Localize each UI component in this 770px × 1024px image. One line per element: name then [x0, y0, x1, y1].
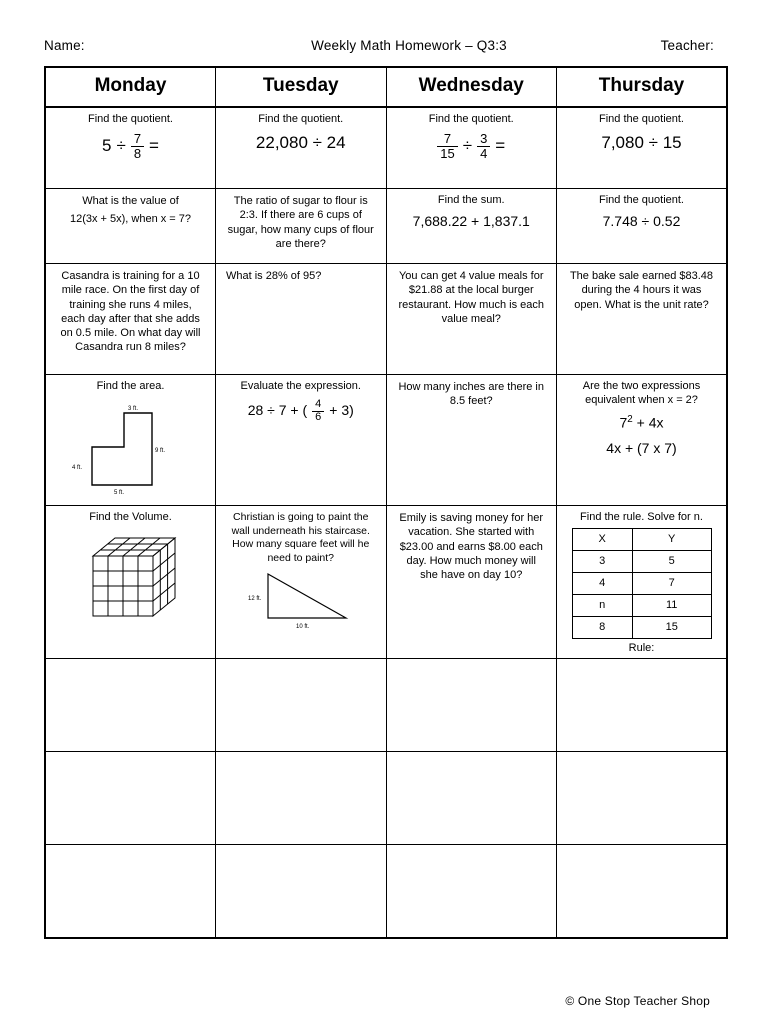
cell-monday-3	[45, 264, 216, 375]
problem-prompt: Find the quotient.	[598, 113, 684, 125]
cell-tuesday-1	[216, 107, 387, 189]
cell-thursday-1	[557, 107, 728, 189]
cell-blank[interactable]	[216, 752, 387, 845]
fraction-numerator: 7	[443, 131, 452, 147]
cell-thursday-2	[557, 189, 728, 264]
cell-monday-1	[45, 107, 216, 189]
page-header	[44, 38, 726, 58]
problem-line-1: What is the value of	[82, 195, 179, 207]
fraction-second	[477, 132, 490, 160]
equals-sign: =	[495, 136, 506, 156]
column-header-monday: Monday	[45, 67, 216, 107]
teacher-label: Teacher:	[660, 38, 714, 53]
cell-tuesday-5	[216, 506, 387, 659]
rule-cell-x: 4	[572, 573, 632, 595]
rule-cell-x: n	[572, 595, 632, 617]
exponent-power: 2	[627, 414, 633, 426]
cell-blank[interactable]	[557, 845, 728, 939]
fraction-denominator: 15	[437, 146, 457, 161]
svg-text:10 ft.: 10 ft.	[295, 623, 310, 630]
expression-two: 4x + (7 x 7)	[606, 439, 677, 456]
rule-cell-y: 7	[632, 573, 711, 595]
cell-wednesday-4	[386, 375, 557, 506]
problem-text: The ratio of sugar to flour is 2:3. If there are 6 cups of sugar, how many cups of flour are there?	[227, 195, 374, 250]
problem-prompt: Are the two expressions equivalent when x = 2?	[582, 380, 701, 407]
table-row	[45, 264, 727, 375]
rule-cell-y: 11	[632, 595, 711, 617]
problem-expression: 7,688.22 + 1,837.1	[412, 213, 530, 230]
problem-text: The bake sale earned $83.48 during the 4 hours it was open. What is the unit rate?	[569, 270, 714, 311]
column-header-thursday: Thursday	[557, 67, 728, 107]
cell-tuesday-2	[216, 189, 387, 264]
cell-monday-2	[45, 189, 216, 264]
rule-table-header-x: X	[572, 529, 632, 551]
l-shape-figure	[50, 397, 211, 502]
problem-text: Casandra is training for a 10 mile race. On the first day of training she runs 4 miles, each day after that she adds on 0.5 mile. On what day will Casandra run 8 miles?	[60, 270, 201, 354]
cell-tuesday-4	[216, 375, 387, 506]
cell-thursday-3	[557, 264, 728, 375]
page-title: Weekly Math Homework – Q3:3	[311, 38, 507, 53]
svg-text:9 ft.: 9 ft.	[154, 448, 165, 455]
column-header-wednesday: Wednesday	[386, 67, 557, 107]
cell-blank[interactable]	[386, 752, 557, 845]
cell-blank[interactable]	[557, 659, 728, 752]
cell-blank[interactable]	[45, 752, 216, 845]
fraction-numerator: 3	[480, 131, 488, 147]
fraction-denominator: 4	[477, 146, 490, 161]
fraction-denominator: 8	[131, 146, 144, 161]
rule-table-row	[572, 551, 711, 573]
rule-cell-x: 8	[572, 617, 632, 639]
expression-right: + 3)	[329, 402, 354, 419]
problem-line-2: 12(3x + 5x), when x = 7?	[69, 213, 192, 226]
table-row-blank	[45, 752, 727, 845]
operator: ÷	[462, 136, 473, 156]
name-label: Name:	[44, 38, 85, 53]
problem-prompt: Find the sum.	[437, 194, 505, 206]
problem-prompt: Find the area.	[96, 380, 165, 392]
copyright-footer: © One Stop Teacher Shop	[565, 994, 710, 1008]
problem-prompt: Find the rule. Solve for n.	[580, 511, 703, 524]
problem-text: Emily is saving money for her vacation. She started with $23.00 and earns $8.00 each day. How much money will she have on day 10?	[399, 512, 544, 582]
rule-table-header-y: Y	[632, 529, 711, 551]
svg-text:12 ft.: 12 ft.	[247, 595, 262, 602]
rule-cell-y: 5	[632, 551, 711, 573]
homework-table	[44, 66, 728, 939]
rule-table-row	[572, 617, 711, 639]
svg-text:4 ft.: 4 ft.	[71, 465, 82, 472]
problem-expression: 7.748 ÷ 0.52	[602, 213, 681, 230]
cell-blank[interactable]	[216, 659, 387, 752]
rule-cell-x: 3	[572, 551, 632, 573]
cell-blank[interactable]	[216, 845, 387, 939]
cube-figure	[50, 528, 211, 628]
problem-expression	[220, 399, 382, 423]
problem-expression: 7,080 ÷ 15	[601, 133, 682, 153]
table-row	[45, 107, 727, 189]
problem-expression	[50, 132, 211, 160]
problem-prompt: Find the quotient.	[258, 113, 344, 125]
cell-wednesday-3	[386, 264, 557, 375]
cell-blank[interactable]	[386, 659, 557, 752]
cell-thursday-5	[557, 506, 728, 659]
cell-wednesday-1	[386, 107, 557, 189]
problem-prompt: Find the quotient.	[428, 113, 514, 125]
exponent-base: 7	[619, 414, 628, 431]
cell-blank[interactable]	[557, 752, 728, 845]
problem-text: What is 28% of 95?	[226, 270, 322, 282]
rule-table	[572, 528, 712, 639]
problem-text: You can get 4 value meals for $21.88 at the local burger restaurant. How much is each value meal?	[398, 270, 544, 325]
rule-table-row	[572, 595, 711, 617]
cell-blank[interactable]	[386, 845, 557, 939]
problem-prompt: Find the Volume.	[89, 511, 172, 524]
cell-thursday-4	[557, 375, 728, 506]
table-row-blank	[45, 845, 727, 939]
table-row	[45, 375, 727, 506]
svg-text:5 ft.: 5 ft.	[113, 490, 124, 497]
cell-wednesday-5	[386, 506, 557, 659]
problem-expression: 22,080 ÷ 24	[255, 133, 346, 153]
cell-tuesday-3	[216, 264, 387, 375]
svg-text:3 ft.: 3 ft.	[127, 406, 138, 413]
operator: ÷	[116, 136, 126, 156]
expression-one	[561, 414, 722, 433]
cell-monday-5	[45, 506, 216, 659]
rule-table-header-row	[572, 529, 711, 551]
fraction-denominator: 6	[312, 411, 324, 424]
rule-cell-y: 15	[632, 617, 711, 639]
triangle-figure	[220, 570, 382, 632]
rule-answer-label: Rule:	[628, 642, 655, 655]
fraction-numerator: 7	[133, 131, 142, 147]
problem-prompt: Evaluate the expression.	[240, 380, 361, 392]
table-row-blank	[45, 659, 727, 752]
fraction	[131, 132, 144, 160]
table-row	[45, 189, 727, 264]
cell-blank[interactable]	[45, 659, 216, 752]
rule-table-row	[572, 573, 711, 595]
cell-monday-4	[45, 375, 216, 506]
fraction-numerator: 4	[315, 398, 322, 411]
cell-blank[interactable]	[45, 845, 216, 939]
column-header-tuesday: Tuesday	[216, 67, 387, 107]
equals-sign: =	[149, 136, 159, 156]
problem-text: Christian is going to paint the wall underneath his staircase. How many square feet will he need to paint?	[231, 511, 370, 564]
cell-wednesday-2	[386, 189, 557, 264]
problem-expression	[391, 132, 553, 160]
table-header-row	[45, 67, 727, 107]
expression-remainder: + 4x	[636, 414, 664, 431]
problem-text: How many inches are there in 8.5 feet?	[398, 381, 544, 408]
fraction-first	[437, 132, 457, 160]
whole-number: 5	[102, 136, 112, 156]
table-row	[45, 506, 727, 659]
expression-left: 28 ÷ 7 + (	[247, 402, 308, 419]
problem-prompt: Find the quotient.	[598, 194, 684, 206]
fraction	[312, 399, 324, 423]
problem-prompt: Find the quotient.	[87, 113, 173, 125]
